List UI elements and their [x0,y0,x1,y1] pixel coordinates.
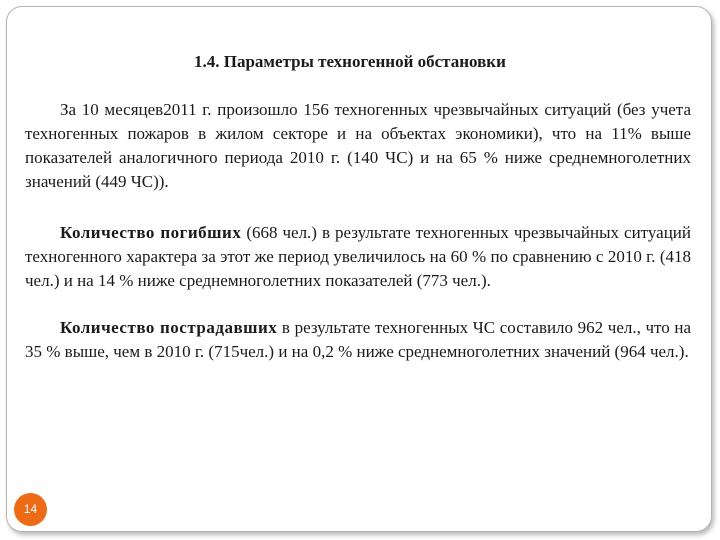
paragraph-deaths-text: (668 чел.) в результате техногенных чрезвычайных ситуаций техногенного характера за этот же период увеличилось на 60 % по сравнению с 2010 г. (418 чел.) и на 14 % ниже среднемноголетних показателей (773 чел.). [25,223,691,290]
paragraph-incidents [25,98,691,194]
slide-title: 1.4. Параметры техногенной обстановки [194,52,506,71]
page-number-badge: 14 [14,493,47,526]
paragraph-injured-lead: Количество пострадавших [60,318,278,337]
paragraph-injured-text: в результате техногенных ЧС составило 962 чел., что на 35 % выше, чем в 2010 г. (715чел.) и на 0,2 % ниже среднемноголетних значений (964 чел.). [25,318,692,361]
paragraph-deaths [25,221,691,293]
paragraph-incidents-text: За 10 месяцев2011 г. произошло 156 техногенных чрезвычайных ситуаций (без учета техногенных пожаров в жилом секторе и на объектах экономики), что на 11% выше показателей аналогичного периода 2010 г. (140 ЧС) и на 65 % ниже среднемноголетних значений (449 ЧС)). [25,100,691,191]
paragraph-deaths-lead: Количество погибших [60,223,242,242]
paragraph-injured [25,316,691,364]
